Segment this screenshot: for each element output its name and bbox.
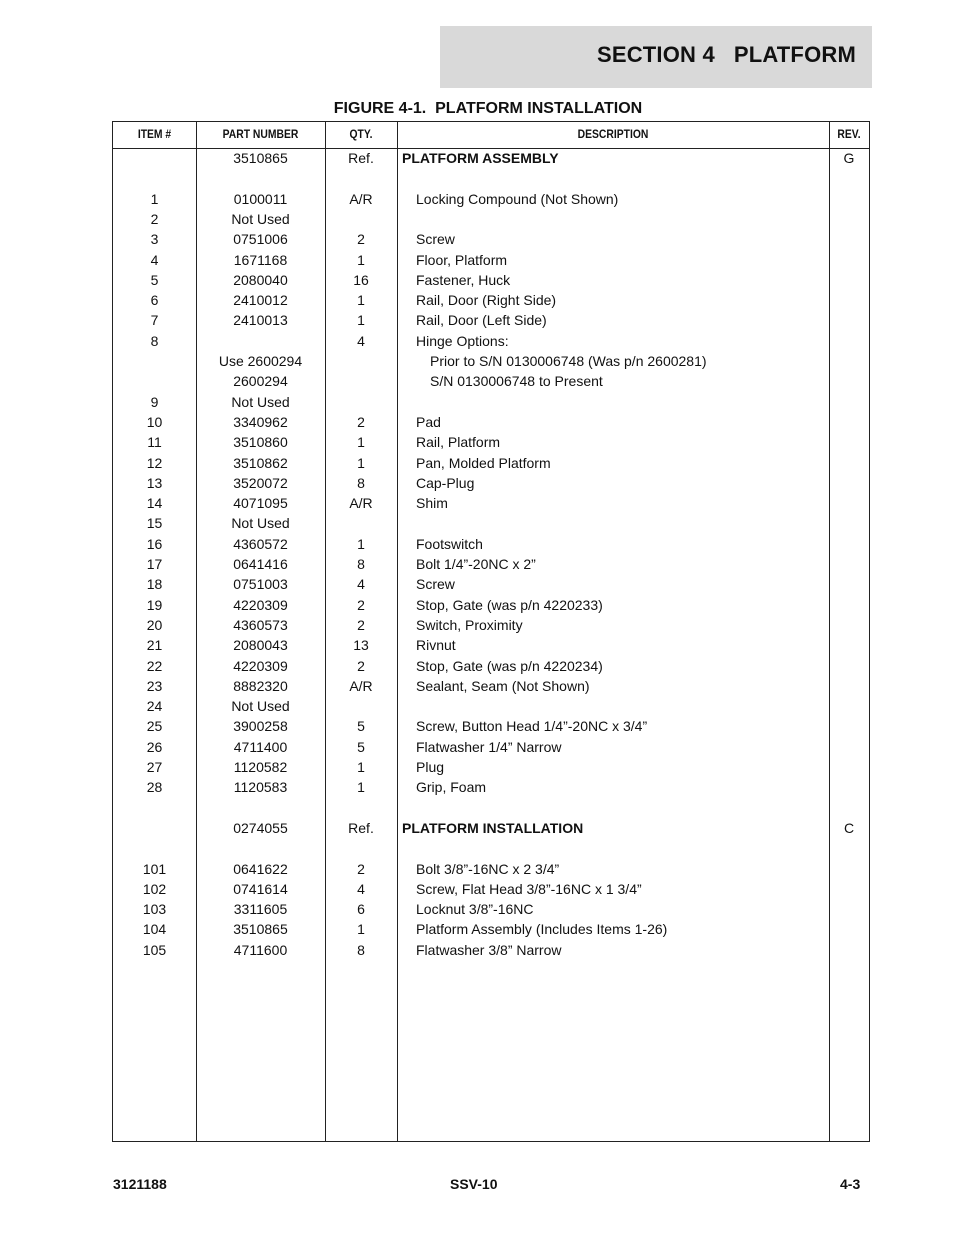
table-row: [113, 676, 869, 696]
table-row: [113, 392, 869, 412]
description: Hinge Options:: [416, 332, 509, 349]
item-number: 19: [146, 596, 163, 613]
table-row: [113, 331, 869, 351]
quantity: 1: [357, 454, 365, 471]
part-number: 8882320: [233, 677, 288, 694]
part-number: 3340962: [233, 413, 288, 430]
description: Rail, Door (Left Side): [416, 312, 547, 329]
item-number: 28: [146, 779, 163, 796]
table-row: [113, 635, 869, 655]
item-number: 101: [142, 860, 167, 877]
table-row: [113, 290, 869, 310]
item-number: 15: [146, 515, 163, 532]
description: Screw: [416, 576, 455, 593]
table-row: [113, 351, 869, 371]
quantity: 2: [357, 860, 365, 877]
table-row: [113, 656, 869, 676]
item-number: 12: [146, 454, 163, 471]
part-number: 3520072: [233, 474, 288, 491]
table-row: [113, 371, 869, 391]
part-number: 4360573: [233, 616, 288, 633]
part-number: 1120583: [233, 779, 288, 796]
table-row: [113, 432, 869, 452]
description: S/N 0130006748 to Present: [430, 373, 603, 390]
quantity: Ref.: [348, 819, 374, 836]
quantity: A/R: [349, 495, 373, 512]
table-row: [113, 574, 869, 594]
quantity: 2: [357, 596, 365, 613]
part-number: 4220309: [233, 596, 288, 613]
column-header-description: DESCRIPTION: [577, 129, 649, 141]
description: Floor, Platform: [416, 251, 508, 268]
part-number: 0751003: [233, 576, 288, 593]
part-number: 0641416: [233, 556, 288, 572]
part-number: 4711600: [233, 941, 288, 958]
item-number: 18: [146, 576, 163, 593]
table-row: [113, 534, 869, 554]
section-title: SECTION 4 PLATFORM: [596, 42, 856, 67]
table-row: [113, 818, 869, 838]
description: Pad: [416, 413, 441, 430]
item-number: 13: [146, 474, 163, 491]
description: Screw, Button Head 1/4”-20NC x 3/4”: [416, 718, 648, 735]
quantity: 5: [357, 738, 365, 755]
quantity: A/R: [349, 190, 373, 207]
description: Prior to S/N 0130006748 (Was p/n 2600281): [430, 353, 707, 369]
part-number: 3510865: [233, 921, 288, 938]
description: Stop, Gate (was p/n 4220234): [416, 657, 603, 674]
quantity: 13: [353, 637, 369, 654]
revision: G: [843, 150, 855, 166]
part-number: 2410012: [233, 292, 288, 309]
table-row: [113, 696, 869, 716]
table-row: [113, 919, 869, 939]
section-header-box: [440, 26, 872, 88]
table-row: [113, 615, 869, 635]
part-number: Use 2600294: [218, 353, 303, 369]
part-number: 0741614: [233, 880, 288, 897]
quantity: 4: [357, 880, 365, 897]
quantity: 1: [357, 535, 365, 552]
quantity: A/R: [349, 677, 373, 694]
document-number: 3121188: [113, 1176, 167, 1192]
description: Grip, Foam: [416, 779, 487, 796]
quantity: Ref.: [348, 150, 374, 166]
item-number: 6: [150, 292, 159, 309]
item-number: 2: [150, 210, 159, 227]
table-row: [113, 757, 869, 777]
part-number: 1120582: [233, 759, 288, 775]
quantity: 2: [357, 231, 365, 248]
quantity: 8: [357, 556, 365, 572]
part-number: 2080040: [233, 271, 288, 288]
quantity: 16: [353, 271, 369, 288]
table-row: [113, 270, 869, 290]
description: Platform Assembly (Includes Items 1-26): [416, 921, 668, 938]
quantity: 4: [357, 332, 365, 349]
description: Footswitch: [416, 535, 483, 552]
quantity: 8: [357, 941, 365, 958]
item-number: 21: [146, 637, 163, 654]
part-number: 4071095: [233, 495, 288, 512]
item-number: 27: [146, 759, 163, 775]
table-row: [113, 209, 869, 229]
table-row: [113, 453, 869, 473]
item-number: 10: [146, 413, 163, 430]
description: Fastener, Huck: [416, 271, 511, 288]
table-row: [113, 250, 869, 270]
item-number: 22: [146, 657, 163, 674]
model-name: SSV-10: [450, 1176, 498, 1192]
item-number: 23: [146, 677, 163, 694]
part-number: 3510860: [233, 434, 288, 451]
item-number: 7: [150, 312, 159, 329]
item-number: 102: [142, 880, 167, 897]
quantity: 1: [357, 434, 365, 451]
description: PLATFORM INSTALLATION: [402, 819, 584, 836]
item-number: 24: [146, 698, 163, 715]
table-row: [113, 940, 869, 960]
description: Stop, Gate (was p/n 4220233): [416, 596, 603, 613]
table-row: [113, 189, 869, 209]
part-number: 0274055: [233, 819, 288, 836]
table-row: [113, 859, 869, 879]
part-number: 0641622: [233, 860, 288, 877]
table-row: [113, 513, 869, 533]
item-number: 105: [142, 941, 167, 958]
quantity: 2: [357, 657, 365, 674]
part-number: 0100011: [233, 190, 288, 207]
description: Rail, Door (Right Side): [416, 292, 557, 309]
table-row: [113, 148, 869, 168]
description: Rivnut: [416, 637, 456, 654]
item-number: 25: [146, 718, 163, 735]
table-row: [113, 595, 869, 615]
table-row: [113, 716, 869, 736]
column-header-part-number: PART NUMBER: [222, 129, 299, 141]
quantity: 4: [357, 576, 365, 593]
parts-table: [112, 121, 870, 1142]
table-row: [113, 473, 869, 493]
quantity: 2: [357, 413, 365, 430]
part-number: 1671168: [233, 251, 288, 268]
description: Cap-Plug: [416, 474, 475, 491]
item-number: 4: [150, 251, 159, 268]
part-number: 4360572: [233, 535, 288, 552]
item-number: 1: [150, 190, 159, 207]
part-number: 3510865: [233, 150, 288, 166]
quantity: 2: [357, 616, 365, 633]
description: Screw: [416, 231, 455, 248]
description: Plug: [416, 759, 445, 775]
item-number: 11: [147, 434, 162, 451]
quantity: 1: [357, 312, 365, 329]
part-number: 2410013: [233, 312, 288, 329]
table-row: [113, 412, 869, 432]
quantity: 8: [357, 474, 365, 491]
description: Flatwasher 3/8” Narrow: [416, 941, 562, 958]
item-number: 104: [142, 921, 167, 938]
description: Flatwasher 1/4” Narrow: [416, 738, 562, 755]
description: Locknut 3/8”-16NC: [416, 901, 534, 918]
part-number: 2080043: [233, 637, 288, 654]
quantity: 1: [357, 292, 365, 309]
table-row: [113, 879, 869, 899]
figure-title: FIGURE 4-1. PLATFORM INSTALLATION: [333, 100, 643, 117]
quantity: 1: [357, 779, 365, 796]
table-row: [113, 777, 869, 797]
item-number: 14: [146, 495, 163, 512]
description: Bolt 3/8”-16NC x 2 3/4”: [416, 860, 560, 877]
table-row: [113, 737, 869, 757]
item-number: 3: [150, 231, 159, 248]
table-row: [113, 899, 869, 919]
description: Shim: [416, 495, 448, 512]
part-number: 2600294: [233, 373, 288, 390]
part-number: Not Used: [231, 210, 290, 227]
quantity: 6: [357, 901, 365, 918]
table-row: [113, 229, 869, 249]
quantity: 1: [357, 251, 365, 268]
table-row: [113, 493, 869, 513]
item-number: 26: [146, 738, 163, 755]
description: Pan, Molded Platform: [416, 454, 551, 471]
part-number: 3510862: [233, 454, 288, 471]
quantity: 5: [357, 718, 365, 735]
item-number: 103: [142, 901, 167, 918]
description: Switch, Proximity: [416, 616, 523, 633]
table-row: [113, 310, 869, 330]
quantity: 1: [357, 759, 365, 775]
page-number: 4-3: [840, 1176, 861, 1192]
part-number: Not Used: [231, 393, 290, 410]
quantity: 1: [357, 921, 365, 938]
item-number: 8: [150, 332, 159, 349]
table-row: [113, 554, 869, 574]
item-number: 9: [150, 393, 159, 410]
description: Screw, Flat Head 3/8”-16NC x 1 3/4”: [416, 880, 642, 897]
description: Bolt 1/4”-20NC x 2”: [416, 556, 536, 572]
part-number: 4220309: [233, 657, 288, 674]
description: Locking Compound (Not Shown): [416, 190, 619, 207]
item-number: 16: [146, 535, 163, 552]
item-number: 17: [146, 556, 163, 572]
item-number: 20: [146, 616, 163, 633]
column-header-rev: REV.: [837, 129, 861, 141]
description: Sealant, Seam (Not Shown): [416, 677, 590, 694]
item-number: 5: [150, 271, 159, 288]
column-header-item: ITEM #: [137, 129, 172, 141]
part-number: 3900258: [233, 718, 288, 735]
part-number: 4711400: [233, 738, 288, 755]
part-number: Not Used: [231, 698, 290, 715]
part-number: 0751006: [233, 231, 288, 248]
description: PLATFORM ASSEMBLY: [402, 150, 559, 166]
description: Rail, Platform: [416, 434, 501, 451]
column-header-qty: QTY.: [349, 129, 373, 141]
part-number: Not Used: [231, 515, 290, 532]
revision: C: [843, 819, 855, 836]
part-number: 3311605: [233, 901, 288, 918]
